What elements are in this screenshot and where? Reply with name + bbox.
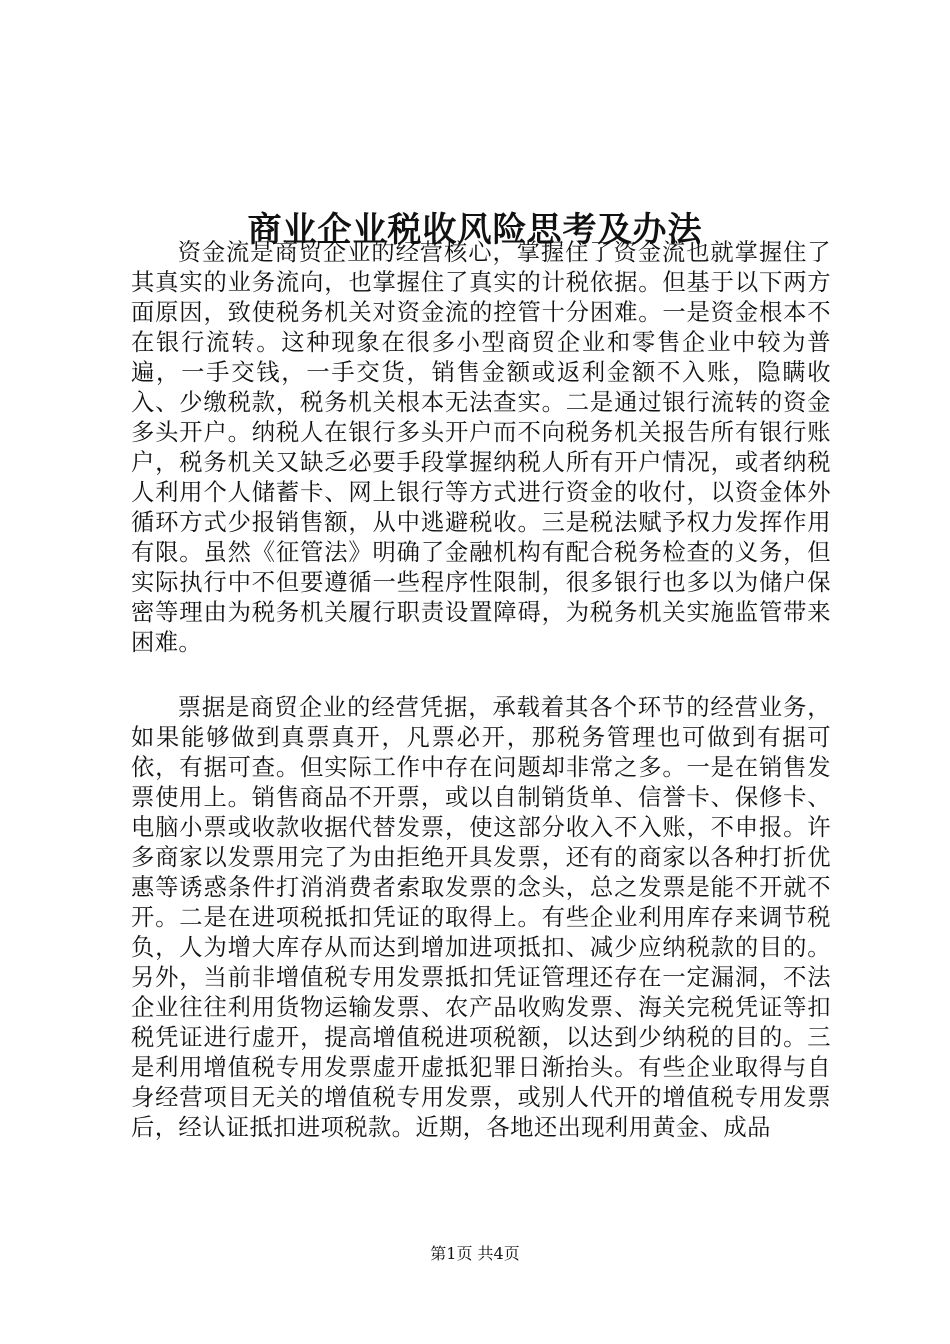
document-title: 商业企业税收风险思考及办法 — [247, 209, 703, 250]
body-paragraph-2: 票据是商贸企业的经营凭据，承载着其各个环节的经营业务，如果能够做到真票真开，凡票必开，那税务管理也可做到有据可依，有据可查。但实际工作中存在问题却非常之多。一是在销售发票使用上。销售商品不开票，或以自制销货单、信誉卡、保修卡、电脑小票或收款收据代替发票，使这部分收入不入账，不申报。许多商家以发票用完了为由拒绝开具发票，还有的商家以各种打折优惠等诱惑条件打消消费者索取发票的念头，总之发票是能不开就不开。二是在进项税抵扣凭证的取得上。有些企业利用库存来调节税负，人为增大库存从而达到增加进项抵扣、减少应纳税款的目的。另外，当前非增值税专用发票抵扣凭证管理还存在一定漏洞，不法企业往往利用货物运输发票、农产品收购发票、海关完税凭证等扣税凭证进行虚开，提高增值税进项税额，以达到少纳税的目的。三是利用增值税专用发票虚开虚抵犯罪日渐抬头。有些企业取得与自身经营项目无关的增值税专用发票，或别人代开的增值税专用发票后，经认证抵扣进项税款。近期，各地还出现利用黄金、成品 — [131, 694, 831, 1141]
page-footer: 第1页 共4页 — [430, 1244, 520, 1263]
body-paragraph-1: 资金流是商贸企业的经营核心，掌握住了资金流也就掌握住了其真实的业务流向，也掌握住了真实的计税依据。但基于以下两方面原因，致使税务机关对资金流的控管十分困难。一是资金根本不在银行流转。这种现象在很多小型商贸企业和零售企业中较为普遍，一手交钱，一手交货，销售金额或返利金额不入账，隐瞒收入、少缴税款，税务机关根本无法查实。二是通过银行流转的资金多头开户。纳税人在银行多头开户而不向税务机关报告所有银行账户，税务机关又缺乏必要手段掌握纳税人所有开户情况，或者纳税人利用个人储蓄卡、网上银行等方式进行资金的收付，以资金体外循环方式少报销售额，从中逃避税收。三是税法赋予权力发挥作用有限。虽然《征管法》明确了金融机构有配合税务检查的义务，但实际执行中不但要遵循一些程序性限制，很多银行也多以为储户保密等理由为税务机关履行职责设置障碍，为税务机关实施监管带来困难。 — [131, 239, 831, 656]
